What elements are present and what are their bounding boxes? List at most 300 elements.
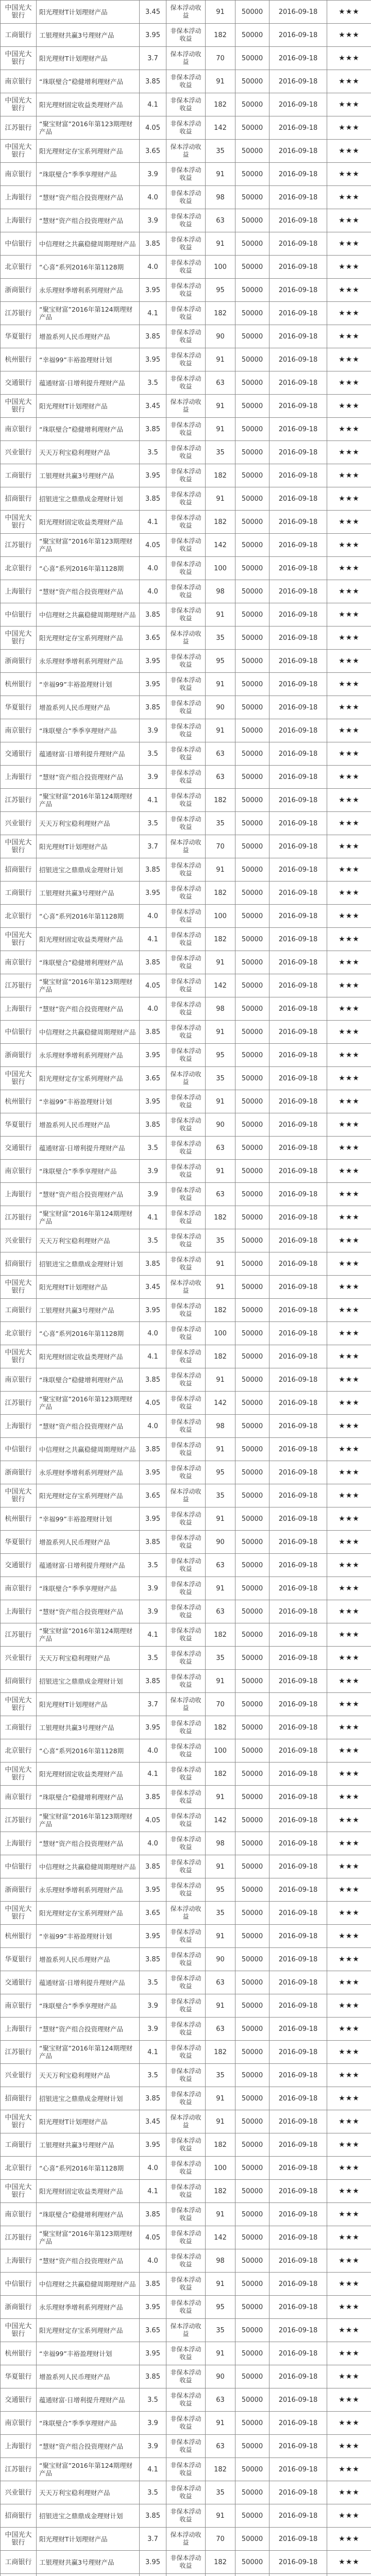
product-name-cell: “珠联璧合”季季享理财产品 <box>37 1994 140 2018</box>
expected-yield-cell: 3.9 <box>140 1160 166 1183</box>
product-type-cell: 非保本浮动收益 <box>166 2064 206 2087</box>
table-row <box>1 719 371 742</box>
rating-stars-cell: ★★★ <box>327 580 371 603</box>
rating-stars-cell: ★★★ <box>327 1507 371 1531</box>
product-type-cell: 非保本浮动收益 <box>166 441 206 464</box>
table-row <box>1 186 371 209</box>
rating-stars-cell: ★★★ <box>327 1902 371 1925</box>
bank-name-cell: 招商银行 <box>1 2087 37 2110</box>
min-amount-cell: 50000 <box>235 1229 269 1252</box>
issue-date-cell: 2016-09-18 <box>269 1322 327 1345</box>
min-amount-cell: 50000 <box>235 1925 269 1948</box>
product-name-cell: 阳光理财T计划理财产品 <box>37 47 140 70</box>
min-amount-cell: 50000 <box>235 2041 269 2064</box>
issue-date-cell: 2016-09-18 <box>269 1994 327 2018</box>
rating-stars-cell: ★★★ <box>327 2365 371 2388</box>
rating-stars-cell: ★★★ <box>327 1206 371 1229</box>
issue-date-cell: 2016-09-18 <box>269 1716 327 1739</box>
rating-stars-cell: ★★★ <box>327 1554 371 1577</box>
table-row <box>1 2319 371 2342</box>
term-days-cell: 91 <box>206 2273 235 2296</box>
issue-date-cell: 2016-09-18 <box>269 186 327 209</box>
product-type-cell: 非保本浮动收益 <box>166 186 206 209</box>
rating-stars-cell: ★★★ <box>327 626 371 650</box>
min-amount-cell: 50000 <box>235 2133 269 2157</box>
issue-date-cell: 2016-09-18 <box>269 2018 327 2041</box>
min-amount-cell: 50000 <box>235 858 269 882</box>
term-days-cell: 182 <box>206 2133 235 2157</box>
min-amount-cell: 50000 <box>235 2249 269 2273</box>
bank-name-cell: 中国光大银行 <box>1 1693 37 1716</box>
expected-yield-cell: 3.65 <box>140 1067 166 1090</box>
issue-date-cell: 2016-09-18 <box>269 116 327 140</box>
product-name-cell: 招银进宝之鼎鼎成金理财计划 <box>37 1670 140 1693</box>
rating-stars-cell: ★★★ <box>327 441 371 464</box>
product-type-cell: 非保本浮动收益 <box>166 2435 206 2458</box>
expected-yield-cell: 3.85 <box>140 487 166 511</box>
product-name-cell: “幸福99”丰裕盈理财计划 <box>37 348 140 371</box>
expected-yield-cell: 3.95 <box>140 2551 166 2574</box>
bank-name-cell: 交通银行 <box>1 1137 37 1160</box>
table-row <box>1 858 371 882</box>
min-amount-cell: 50000 <box>235 951 269 974</box>
product-type-cell: 非保本浮动收益 <box>166 1577 206 1600</box>
issue-date-cell: 2016-09-18 <box>269 1878 327 1902</box>
expected-yield-cell: 4.1 <box>140 1762 166 1786</box>
min-amount-cell: 50000 <box>235 835 269 858</box>
min-amount-cell: 50000 <box>235 1902 269 1925</box>
product-name-cell: 永乐理财季增利系列理财产品 <box>37 279 140 302</box>
product-name-cell: 中信理财之共赢稳健周期理财产品 <box>37 1855 140 1878</box>
rating-stars-cell: ★★★ <box>327 1044 371 1067</box>
min-amount-cell: 50000 <box>235 1206 269 1229</box>
product-type-cell: 非保本浮动收益 <box>166 1160 206 1183</box>
bank-name-cell: 中国光大银行 <box>1 2319 37 2342</box>
term-days-cell: 91 <box>206 1438 235 1461</box>
issue-date-cell: 2016-09-18 <box>269 464 327 487</box>
bank-name-cell: 交通银行 <box>1 742 37 766</box>
issue-date-cell: 2016-09-18 <box>269 997 327 1021</box>
min-amount-cell: 50000 <box>235 1113 269 1137</box>
expected-yield-cell: 4.0 <box>140 1322 166 1345</box>
expected-yield-cell: 3.85 <box>140 696 166 719</box>
rating-stars-cell: ★★★ <box>327 487 371 511</box>
expected-yield-cell: 4.0 <box>140 256 166 279</box>
rating-stars-cell: ★★★ <box>327 1716 371 1739</box>
table-row <box>1 2528 371 2551</box>
term-days-cell: 98 <box>206 2249 235 2273</box>
min-amount-cell: 50000 <box>235 140 269 163</box>
bank-name-cell: 江苏银行 <box>1 1623 37 1647</box>
issue-date-cell: 2016-09-18 <box>269 2342 327 2365</box>
product-name-cell: 永乐理财季增利系列理财产品 <box>37 1461 140 1484</box>
product-type-cell: 非保本浮动收益 <box>166 1044 206 1067</box>
bank-name-cell: 中信银行 <box>1 1438 37 1461</box>
expected-yield-cell: 3.85 <box>140 2365 166 2388</box>
product-type-cell: 非保本浮动收益 <box>166 1345 206 1368</box>
expected-yield-cell: 3.65 <box>140 626 166 650</box>
bank-name-cell: 工商银行 <box>1 464 37 487</box>
issue-date-cell: 2016-09-18 <box>269 2365 327 2388</box>
min-amount-cell: 50000 <box>235 974 269 997</box>
bank-name-cell: 上海银行 <box>1 766 37 789</box>
product-type-cell: 非保本浮动收益 <box>166 1021 206 1044</box>
table-row <box>1 580 371 603</box>
product-type-cell: 非保本浮动收益 <box>166 511 206 534</box>
issue-date-cell: 2016-09-18 <box>269 1 327 24</box>
expected-yield-cell: 3.85 <box>140 1855 166 1878</box>
product-name-cell: “慧财”资产组合投资理财产品 <box>37 1832 140 1855</box>
term-days-cell: 90 <box>206 2365 235 2388</box>
term-days-cell: 91 <box>206 487 235 511</box>
product-name-cell: “慧财”资产组合投资理财产品 <box>37 2435 140 2458</box>
product-type-cell: 非保本浮动收益 <box>166 325 206 348</box>
issue-date-cell: 2016-09-18 <box>269 1206 327 1229</box>
rating-stars-cell: ★★★ <box>327 2064 371 2087</box>
expected-yield-cell: 3.9 <box>140 2412 166 2435</box>
issue-date-cell: 2016-09-18 <box>269 418 327 441</box>
product-type-cell: 非保本浮动收益 <box>166 1438 206 1461</box>
issue-date-cell: 2016-09-18 <box>269 1044 327 1067</box>
issue-date-cell: 2016-09-18 <box>269 974 327 997</box>
product-type-cell: 非保本浮动收益 <box>166 951 206 974</box>
issue-date-cell: 2016-09-18 <box>269 302 327 325</box>
table-row <box>1 302 371 325</box>
rating-stars-cell: ★★★ <box>327 116 371 140</box>
min-amount-cell: 50000 <box>235 1531 269 1554</box>
min-amount-cell: 50000 <box>235 997 269 1021</box>
table-row <box>1 1322 371 1345</box>
product-type-cell: 非保本浮动收益 <box>166 1113 206 1137</box>
min-amount-cell: 50000 <box>235 24 269 47</box>
rating-stars-cell: ★★★ <box>327 279 371 302</box>
min-amount-cell: 50000 <box>235 1368 269 1392</box>
product-name-cell: 天天万利宝稳利理财产品 <box>37 2064 140 2087</box>
issue-date-cell: 2016-09-18 <box>269 2435 327 2458</box>
product-type-cell: 非保本浮动收益 <box>166 858 206 882</box>
product-name-cell: 增盈系列人民币理财产品 <box>37 1948 140 1971</box>
issue-date-cell: 2016-09-18 <box>269 325 327 348</box>
product-type-cell: 非保本浮动收益 <box>166 1090 206 1113</box>
table-row <box>1 696 371 719</box>
rating-stars-cell: ★★★ <box>327 2412 371 2435</box>
issue-date-cell: 2016-09-18 <box>269 1739 327 1762</box>
min-amount-cell: 50000 <box>235 2481 269 2504</box>
table-row <box>1 673 371 696</box>
product-name-cell: 工银理财共赢3号理财产品 <box>37 2133 140 2157</box>
expected-yield-cell: 3.45 <box>140 1 166 24</box>
expected-yield-cell: 3.65 <box>140 1902 166 1925</box>
bank-name-cell: 上海银行 <box>1 1183 37 1206</box>
product-name-cell: 阳光理财定存宝系列理财产品 <box>37 626 140 650</box>
min-amount-cell: 50000 <box>235 2412 269 2435</box>
product-type-cell: 非保本浮动收益 <box>166 2412 206 2435</box>
issue-date-cell: 2016-09-18 <box>269 2064 327 2087</box>
rating-stars-cell: ★★★ <box>327 858 371 882</box>
expected-yield-cell: 4.1 <box>140 93 166 116</box>
rating-stars-cell: ★★★ <box>327 1739 371 1762</box>
product-name-cell: 阳光理财固定收益类理财产品 <box>37 2180 140 2203</box>
rating-stars-cell: ★★★ <box>327 1090 371 1113</box>
bank-name-cell: 工商银行 <box>1 2133 37 2157</box>
product-name-cell: “聚宝财富”2016年第123期理财产品 <box>37 1392 140 1415</box>
expected-yield-cell: 3.5 <box>140 441 166 464</box>
term-days-cell: 91 <box>206 2203 235 2226</box>
min-amount-cell: 50000 <box>235 2157 269 2180</box>
product-name-cell: “慧财”资产组合投资理财产品 <box>37 1415 140 1438</box>
rating-stars-cell: ★★★ <box>327 1762 371 1786</box>
table-row <box>1 1670 371 1693</box>
product-name-cell: “幸福99”丰裕盈理财计划 <box>37 1090 140 1113</box>
bank-name-cell: 江苏银行 <box>1 534 37 557</box>
term-days-cell: 35 <box>206 2064 235 2087</box>
rating-stars-cell: ★★★ <box>327 1 371 24</box>
product-name-cell: 工银理财共赢3号理财产品 <box>37 1716 140 1739</box>
table-row <box>1 487 371 511</box>
term-days-cell: 182 <box>206 789 235 812</box>
bank-name-cell: 上海银行 <box>1 209 37 232</box>
product-type-cell: 非保本浮动收益 <box>166 232 206 256</box>
term-days-cell: 142 <box>206 116 235 140</box>
bank-name-cell: 上海银行 <box>1 2435 37 2458</box>
expected-yield-cell: 4.0 <box>140 997 166 1021</box>
product-name-cell: “珠联璧合”稳健增利理财产品 <box>37 418 140 441</box>
expected-yield-cell: 3.9 <box>140 1994 166 2018</box>
term-days-cell: 35 <box>206 441 235 464</box>
expected-yield-cell: 3.85 <box>140 2273 166 2296</box>
product-type-cell: 非保本浮动收益 <box>166 2226 206 2249</box>
term-days-cell: 91 <box>206 70 235 93</box>
term-days-cell: 182 <box>206 1762 235 1786</box>
product-name-cell: 阳光理财T计划理财产品 <box>37 2110 140 2133</box>
min-amount-cell: 50000 <box>235 232 269 256</box>
product-name-cell: “慧财”资产组合投资理财产品 <box>37 997 140 1021</box>
table-row <box>1 1229 371 1252</box>
issue-date-cell: 2016-09-18 <box>269 1670 327 1693</box>
min-amount-cell: 50000 <box>235 766 269 789</box>
rating-stars-cell: ★★★ <box>327 1415 371 1438</box>
term-days-cell: 91 <box>206 1994 235 2018</box>
bank-name-cell: 兴业银行 <box>1 441 37 464</box>
expected-yield-cell: 4.05 <box>140 1392 166 1415</box>
issue-date-cell: 2016-09-18 <box>269 209 327 232</box>
min-amount-cell: 50000 <box>235 557 269 580</box>
product-type-cell: 非保本浮动收益 <box>166 1762 206 1786</box>
expected-yield-cell: 3.95 <box>140 24 166 47</box>
min-amount-cell: 50000 <box>235 2435 269 2458</box>
issue-date-cell: 2016-09-18 <box>269 812 327 835</box>
bank-name-cell: 上海银行 <box>1 1415 37 1438</box>
product-name-cell: 中信理财之共赢稳健周期理财产品 <box>37 1438 140 1461</box>
expected-yield-cell: 3.5 <box>140 742 166 766</box>
min-amount-cell: 50000 <box>235 325 269 348</box>
product-name-cell: 阳光理财定存宝系列理财产品 <box>37 1902 140 1925</box>
rating-stars-cell: ★★★ <box>327 1647 371 1670</box>
product-type-cell: 非保本浮动收益 <box>166 1206 206 1229</box>
term-days-cell: 63 <box>206 209 235 232</box>
issue-date-cell: 2016-09-18 <box>269 1577 327 1600</box>
rating-stars-cell: ★★★ <box>327 47 371 70</box>
expected-yield-cell: 3.65 <box>140 2319 166 2342</box>
table-row <box>1 951 371 974</box>
product-type-cell: 非保本浮动收益 <box>166 1252 206 1276</box>
issue-date-cell: 2016-09-18 <box>269 1600 327 1623</box>
term-days-cell: 91 <box>206 1925 235 1948</box>
expected-yield-cell <box>140 2574 166 2576</box>
bank-name-cell: 华夏银行 <box>1 1948 37 1971</box>
min-amount-cell: 50000 <box>235 2110 269 2133</box>
expected-yield-cell: 3.85 <box>140 2504 166 2528</box>
table-row <box>1 1368 371 1392</box>
product-type-cell: 非保本浮动收益 <box>166 789 206 812</box>
issue-date-cell: 2016-09-18 <box>269 1299 327 1322</box>
product-type-cell: 非保本浮动收益 <box>166 116 206 140</box>
bank-name-cell: 兴业银行 <box>1 2481 37 2504</box>
product-type-cell: 保本浮动收益 <box>166 835 206 858</box>
rating-stars-cell: ★★★ <box>327 2319 371 2342</box>
issue-date-cell: 2016-09-18 <box>269 511 327 534</box>
min-amount-cell <box>235 2574 269 2576</box>
issue-date-cell: 2016-09-18 <box>269 626 327 650</box>
table-row <box>1 835 371 858</box>
expected-yield-cell: 4.0 <box>140 186 166 209</box>
product-type-cell: 非保本浮动收益 <box>166 1994 206 2018</box>
table-row <box>1 1739 371 1762</box>
product-type-cell: 非保本浮动收益 <box>166 1183 206 1206</box>
issue-date-cell: 2016-09-18 <box>269 2319 327 2342</box>
term-days-cell: 91 <box>206 2342 235 2365</box>
product-name-cell: 工银理财共赢3号理财产品 <box>37 1299 140 1322</box>
rating-stars-cell: ★★★ <box>327 2087 371 2110</box>
rating-stars-cell: ★★★ <box>327 1368 371 1392</box>
product-type-cell: 非保本浮动收益 <box>166 1647 206 1670</box>
term-days-cell: 35 <box>206 1647 235 1670</box>
term-days-cell: 35 <box>206 1484 235 1507</box>
table-row <box>1 140 371 163</box>
expected-yield-cell: 4.0 <box>140 1739 166 1762</box>
bank-name-cell: 兴业银行 <box>1 2064 37 2087</box>
issue-date-cell: 2016-09-18 <box>269 1484 327 1507</box>
product-type-cell: 非保本浮动收益 <box>166 2481 206 2504</box>
product-name-cell: “聚宝财富”2016年第124期理财产品 <box>37 1623 140 1647</box>
expected-yield-cell: 3.5 <box>140 2064 166 2087</box>
rating-stars-cell: ★★★ <box>327 1971 371 1994</box>
bank-name-cell: 南京银行 <box>1 1160 37 1183</box>
expected-yield-cell: 3.7 <box>140 2528 166 2551</box>
rating-stars-cell: ★★★ <box>327 325 371 348</box>
expected-yield-cell: 3.95 <box>140 2296 166 2319</box>
rating-stars-cell: ★★★ <box>327 2133 371 2157</box>
product-name-cell: 蕴通财富·日增利提升理财产品 <box>37 1971 140 1994</box>
rating-stars-cell: ★★★ <box>327 1252 371 1276</box>
bank-name-cell: 浙商银行 <box>1 650 37 673</box>
product-type-cell: 非保本浮动收益 <box>166 1137 206 1160</box>
table-row <box>1 2180 371 2203</box>
product-type-cell: 非保本浮动收益 <box>166 2203 206 2226</box>
table-row <box>1 812 371 835</box>
table-row <box>1 2249 371 2273</box>
rating-stars-cell: ★★★ <box>327 2157 371 2180</box>
term-days-cell: 95 <box>206 2296 235 2319</box>
expected-yield-cell: 3.7 <box>140 835 166 858</box>
issue-date-cell: 2016-09-18 <box>269 1415 327 1438</box>
min-amount-cell: 50000 <box>235 2203 269 2226</box>
expected-yield-cell: 3.85 <box>140 1786 166 1809</box>
term-days-cell: 91 <box>206 1670 235 1693</box>
product-name-cell: 招银进宝之鼎鼎成金理财计划 <box>37 2504 140 2528</box>
bank-name-cell: 中国光大银行 <box>1 511 37 534</box>
product-type-cell: 非保本浮动收益 <box>166 418 206 441</box>
issue-date-cell: 2016-09-18 <box>269 1971 327 1994</box>
table-row <box>1 2273 371 2296</box>
bank-name-cell: 中国光大银行 <box>1 2110 37 2133</box>
expected-yield-cell: 3.95 <box>140 279 166 302</box>
product-type-cell: 非保本浮动收益 <box>166 1809 206 1832</box>
min-amount-cell: 50000 <box>235 348 269 371</box>
min-amount-cell: 50000 <box>235 2226 269 2249</box>
product-type-cell: 非保本浮动收益 <box>166 1832 206 1855</box>
product-type-cell: 非保本浮动收益 <box>166 719 206 742</box>
rating-stars-cell: ★★★ <box>327 348 371 371</box>
bank-name-cell: 杭州银行 <box>1 1925 37 1948</box>
expected-yield-cell: 3.45 <box>140 2110 166 2133</box>
term-days-cell: 91 <box>206 1 235 24</box>
bank-name-cell: 上海银行 <box>1 2018 37 2041</box>
min-amount-cell: 50000 <box>235 302 269 325</box>
product-name-cell: “幸福99”丰裕盈理财计划 <box>37 2342 140 2365</box>
rating-stars-cell: ★★★ <box>327 93 371 116</box>
product-name-cell: 中信理财之共赢稳健周期理财产品 <box>37 1021 140 1044</box>
term-days-cell: 91 <box>206 1507 235 1531</box>
table-row <box>1 2458 371 2481</box>
product-type-cell: 非保本浮动收益 <box>166 464 206 487</box>
term-days-cell: 91 <box>206 232 235 256</box>
term-days-cell: 100 <box>206 1322 235 1345</box>
expected-yield-cell: 4.1 <box>140 2180 166 2203</box>
table-row <box>1 1183 371 1206</box>
table-row <box>1 2412 371 2435</box>
min-amount-cell: 50000 <box>235 47 269 70</box>
expected-yield-cell: 3.5 <box>140 371 166 395</box>
issue-date-cell: 2016-09-18 <box>269 232 327 256</box>
bank-name-cell: 兴业银行 <box>1 1229 37 1252</box>
term-days-cell: 91 <box>206 1021 235 1044</box>
bank-name-cell: 中国光大银行 <box>1 47 37 70</box>
bank-name-cell: 北京银行 <box>1 1739 37 1762</box>
bank-name-cell: 江苏银行 <box>1 1809 37 1832</box>
expected-yield-cell: 3.65 <box>140 140 166 163</box>
min-amount-cell: 50000 <box>235 2087 269 2110</box>
term-days-cell: 91 <box>206 1577 235 1600</box>
expected-yield-cell: 3.9 <box>140 766 166 789</box>
table-row <box>1 1600 371 1623</box>
term-days-cell: 91 <box>206 2087 235 2110</box>
product-type-cell: 非保本浮动收益 <box>166 302 206 325</box>
product-name-cell: “心喜”系列2016年第1128期 <box>37 1322 140 1345</box>
product-type-cell: 非保本浮动收益 <box>166 2551 206 2574</box>
bank-name-cell: 江苏银行 <box>1 2458 37 2481</box>
min-amount-cell: 50000 <box>235 70 269 93</box>
issue-date-cell: 2016-09-18 <box>269 650 327 673</box>
term-days-cell: 91 <box>206 2412 235 2435</box>
product-name-cell: “珠联璧合”稳健增利理财产品 <box>37 70 140 93</box>
product-type-cell: 非保本浮动收益 <box>166 742 206 766</box>
bank-name-cell: 南京银行 <box>1 2412 37 2435</box>
issue-date-cell: 2016-09-18 <box>269 1507 327 1531</box>
issue-date-cell: 2016-09-18 <box>269 1832 327 1855</box>
product-name-cell: 工银理财共赢3号理财产品 <box>37 464 140 487</box>
table-row <box>1 1461 371 1484</box>
